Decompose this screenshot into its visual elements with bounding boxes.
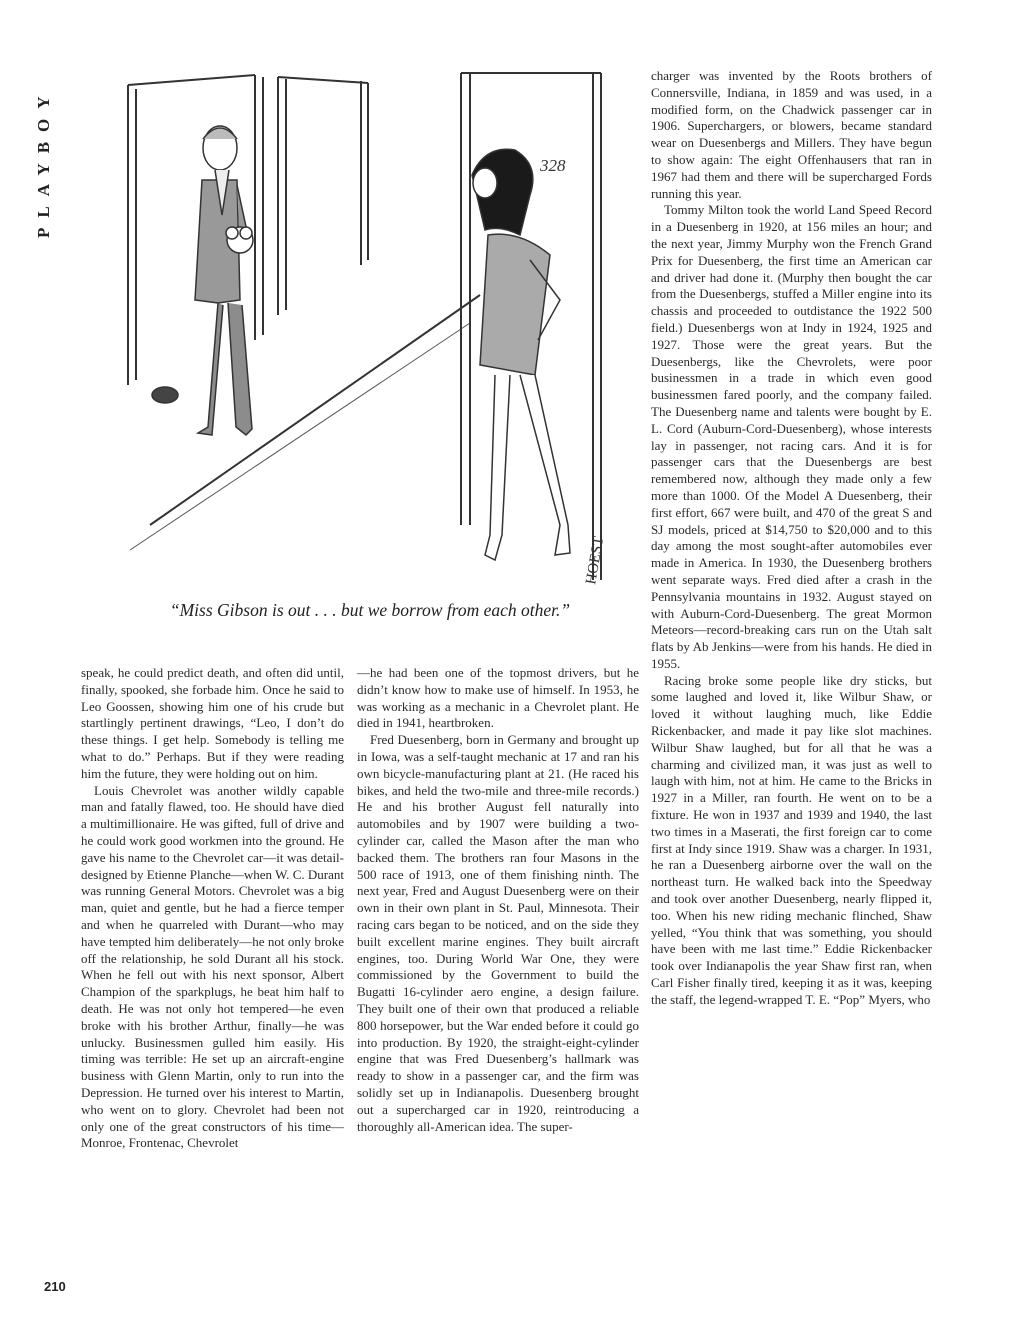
article-column-middle [357, 665, 639, 1135]
artist-signature: HOEST [583, 535, 608, 586]
door-number: 328 [540, 156, 566, 175]
article-column-right [651, 68, 932, 1009]
magazine-running-head [16, 58, 76, 243]
article-paragraph: Louis Chevrolet was another wildly capable man and fatally flawed, too. He should have died a multimillionaire. He was gifted, full of drive and he could work good workmen into the ground. He gave his name to the Chevrolet car—it was detail-designed by Etienne Planche—when W. C. Durant was running General Motors. Chevrolet was a big man, quiet and gentle, but he had a fierce temper and when he quarreled with Durant—who may have tempted him deliberately—he not only broke off the relationship, he sold Durant all his stock. When he fell out with his next sponsor, Albert Champion of the sparkplugs, he beat him half to death. He was not only hot tempered—he even broke with his brother Arthur, finally—he was unlucky. Businessmen gulled him easily. His timing was terrible: He set up an aircraft-engine business with Glenn Martin, only to run into the Depression. He turned over his interest to Martin, who went on to glory. Chevrolet had been not only one of the great constructors of his time—Monroe, Frontenac, Chevrolet [81, 782, 344, 1151]
article-paragraph: Racing broke some people like dry sticks, but some laughed and loved it, like Wilbur Shaw, or loved it without laughing much, like Eddie Rickenbacker, and made it pay like slot machines. Wilbur Shaw laughed, but for all that he was a charming and civilized man, it was just as well to laugh with him, not at him. He came to the Bricks in 1927 in a Miller, ran fourth. He went on to be a fixture. He won in 1937 and 1939 and 1940, the last two times in a Maserati, the first foreign car to come first at Indy since 1919. Shaw was a charger. In 1931, he ran a Duesenberg airborne over the wall on the northeast turn. He walked back into the Speedway and took over another Duesenberg, nearly flipped it, too. When his new riding mechanic flinched, Shaw yelled, “You think that was something, you should have been with me last time.” Eddie Rickenbacker took over Indianapolis the year Shaw first ran, when Carl Fisher finally tired, keeping it as it was, keeping the staff, the legend-wrapped T. E. “Pop” Myers, who [651, 672, 932, 1007]
hallway-doorway-middle [278, 77, 368, 315]
page-number: 210 [44, 1279, 66, 1294]
magazine-name: PLAYBOY [34, 86, 53, 238]
man-with-flowers [152, 126, 253, 435]
corridor-floor-line [150, 295, 480, 525]
article-paragraph: speak, he could predict death, and often did until, finally, spooked, she forbade him. Once he said to Leo Goossen, showing him one of his crude but startlingly pertinent drawings, “Leo, I don’t do these things. I get help. Somebody is telling me what to do.” Perhaps. But if they were reading him the future, they were holding out on him. [81, 665, 344, 781]
article-paragraph: charger was invented by the Roots brothers of Connersville, Indiana, in 1859 and was used, in a modified form, on the Chadwick passenger car in 1906. Superchargers, or blowers, became standard wear on Duesenbergs and Millers. They have begun to show again: The eight Offenhausers that ran in 1967 had them and there will be supercharged Fords running this year. [651, 68, 932, 201]
cartoon-caption: “Miss Gibson is out . . . but we borrow from each other.” [169, 600, 571, 620]
article-paragraph: Tommy Milton took the world Land Speed Record in a Duesenberg in 1920, at 156 miles an hour; and the next year, Jimmy Murphy won the French Grand Prix for Duesenberg, the first time an American car and driver had done it. (Murphy then bought the car from the Duesenbergs, stuffed a Miller engine into its chassis and proceeded to outdistance the 1922 500 field.) Duesenbergs won at Indy in 1924, 1925 and 1927. Those were the great years. But the Duesenbergs, like the Chevrolets, were poor businessmen in a trade in which even good businessmen fared poorly, and the company failed. The Duesenberg name and talents were bought by E. L. Cord (Auburn-Cord-Duesenberg), whose interests lay in passenger, not racing cars. And it is for passenger cars that the Duesenbergs are best remembered now, although they made only a few more than 1000. Of the Model A Duesenberg, their first effort, 667 were built, and 470 of the great S and SJ models, priced at $14,750 to $20,000 and to this day among the most sought-after automobiles ever made in America. In 1930, the Duesenberg brothers went separate ways. Fred died after a crash in the Pennsylvania mountains in 1932. August stayed on with Auburn-Cord-Duesenberg. The great Mormon Meteors—record-breaking cars run on the Utah salt flats by Ab Jenkins—were from his hands. He died in 1955. [651, 202, 932, 671]
article-paragraph: Fred Duesenberg, born in Germany and brought up in Iowa, was a self-taught mechanic at 17 and ran his own bicycle-manufacturing plant at 21. (He raced his bikes, and held the two-mile and three-mile records.) He and his brother August fell naturally into automobiles and by 1907 were building a two-cylinder car, called the Mason after the man who backed them. The brothers ran four Masons in the 500 race of 1913, one of them finishing ninth. The next year, Fred and August Duesenberg were on their own in their own plant in St. Paul, Minnesota. Their racing cars began to be noticed, and on the side they built excellent marine engines. They built aircraft engines, too. During World War One, they were commissioned by the Government to build the Bugatti 16-cylinder aero engine, a design failure. They built one of their own that produced a reliable 800 horsepower, but the War ended before it could go into production. By 1920, the straight-eight-cylinder engine that was Fred Duesenberg’s hallmark was ready to show in a passenger car, and the firm was solidly set up in Indianapolis. Duesenberg brought out a supercharged car in 1920, reintroducing a thoroughly all-American idea. The super- [357, 732, 639, 1134]
article-column-left [81, 665, 344, 1152]
cartoon-illustration [90, 55, 628, 600]
woman-in-doorway [472, 149, 570, 560]
article-paragraph: —he had been one of the topmost drivers, but he didn’t know how to make use of himself. In 1953, he was working as a mechanic in a Chevrolet plant. He died in 1941, heartbroken. [357, 665, 639, 731]
